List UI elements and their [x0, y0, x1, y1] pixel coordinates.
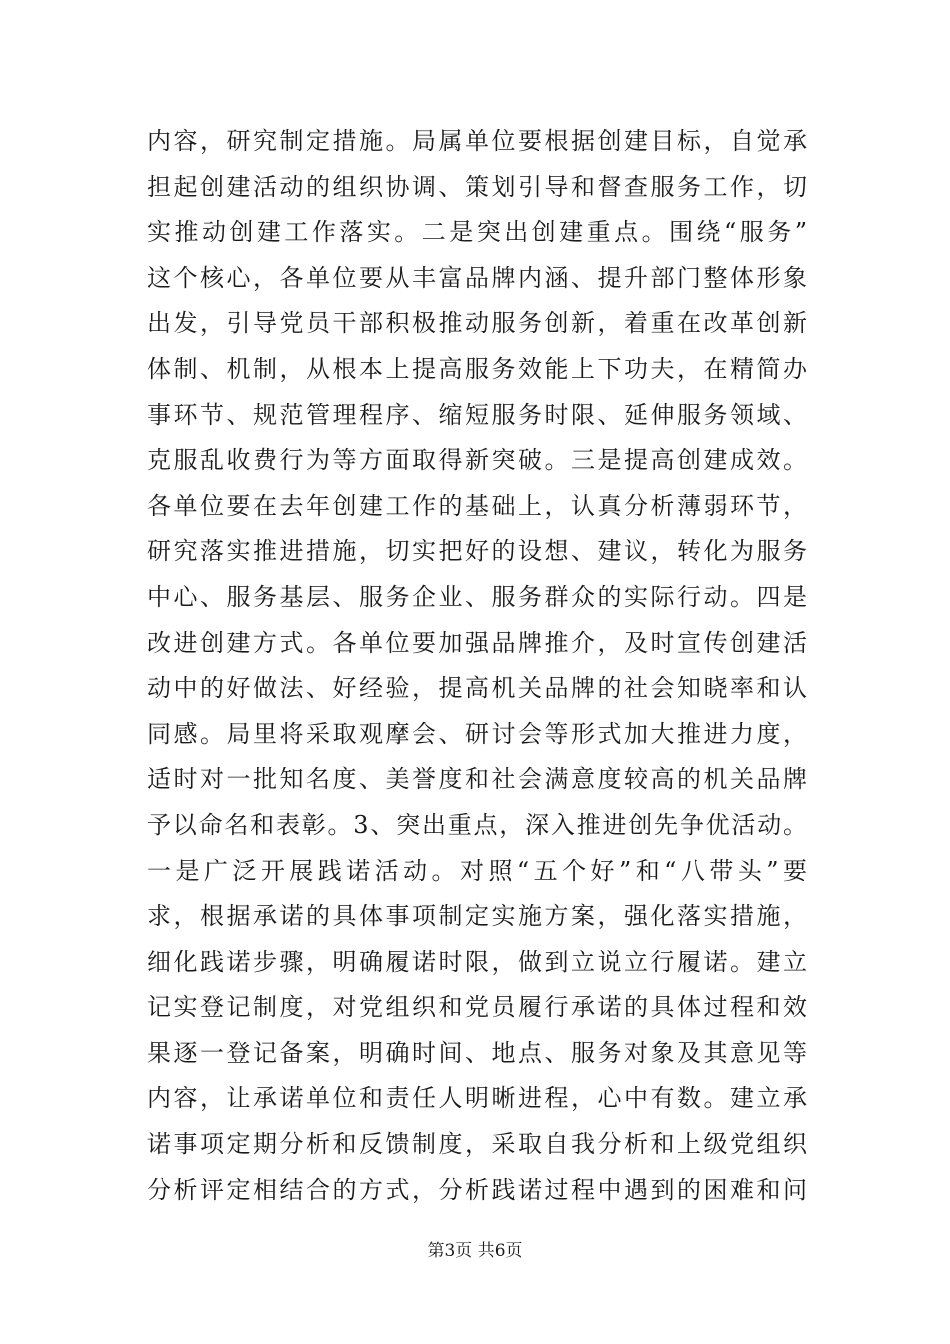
- text-line: 事环节、规范管理程序、缩短服务时限、延伸服务领域、: [147, 400, 807, 429]
- text-line: 担起创建活动的组织协调、策划引导和督查服务工作，切: [147, 172, 807, 201]
- text-line: 记实登记制度，对党组织和党员履行承诺的具体过程和效: [147, 993, 807, 1022]
- body-text: [147, 119, 807, 1213]
- text-line: 内容，研究制定措施。局属单位要根据创建目标，自觉承: [147, 127, 807, 155]
- text-line: 内容，让承诺单位和责任人明晰进程，心中有数。建立承: [147, 1084, 807, 1113]
- text-line: 各单位要在去年创建工作的基础上，认真分析薄弱环节，: [147, 491, 807, 520]
- text-line: 分析评定相结合的方式，分析践诺过程中遇到的困难和问: [147, 1175, 807, 1204]
- text-line: 这个核心，各单位要从丰富品牌内涵、提升部门整体形象: [147, 263, 807, 292]
- page-footer: 第3页 共6页: [427, 1241, 523, 1261]
- text-line: 体制、机制，从根本上提高服务效能上下功夫，在精简办: [147, 354, 807, 383]
- text-line: 果逐一登记备案，明确时间、地点、服务对象及其意见等: [147, 1038, 807, 1067]
- text-line: 求，根据承诺的具体事项制定实施方案，强化落实措施，: [147, 902, 807, 931]
- text-line: 实推动创建工作落实。二是突出创建重点。围绕“服务”: [147, 218, 807, 247]
- text-line: 同感。局里将采取观摩会、研讨会等形式加大推进力度，: [147, 719, 807, 748]
- text-line: 一是广泛开展践诺活动。对照“五个好”和“八带头”要: [147, 856, 807, 885]
- text-line: 中心、服务基层、服务企业、服务群众的实际行动。四是: [147, 582, 807, 611]
- text-line: 诺事项定期分析和反馈制度，采取自我分析和上级党组织: [147, 1130, 807, 1159]
- text-line: 予以命名和表彰。3、突出重点，深入推进创先争优活动。: [147, 810, 807, 839]
- text-line: 适时对一批知名度、美誉度和社会满意度较高的机关品牌: [147, 765, 807, 794]
- text-line: 细化践诺步骤，明确履诺时限，做到立说立行履诺。建立: [147, 947, 807, 976]
- text-line: 出发，引导党员干部积极推动服务创新，着重在改革创新: [147, 309, 807, 338]
- text-line: 克服乱收费行为等方面取得新突破。三是提高创建成效。: [147, 446, 807, 475]
- text-line: 改进创建方式。各单位要加强品牌推介，及时宣传创建活: [147, 628, 807, 657]
- text-line: 研究落实推进措施，切实把好的设想、建议，转化为服务: [147, 537, 807, 566]
- text-line: 动中的好做法、好经验，提高机关品牌的社会知晓率和认: [147, 674, 807, 703]
